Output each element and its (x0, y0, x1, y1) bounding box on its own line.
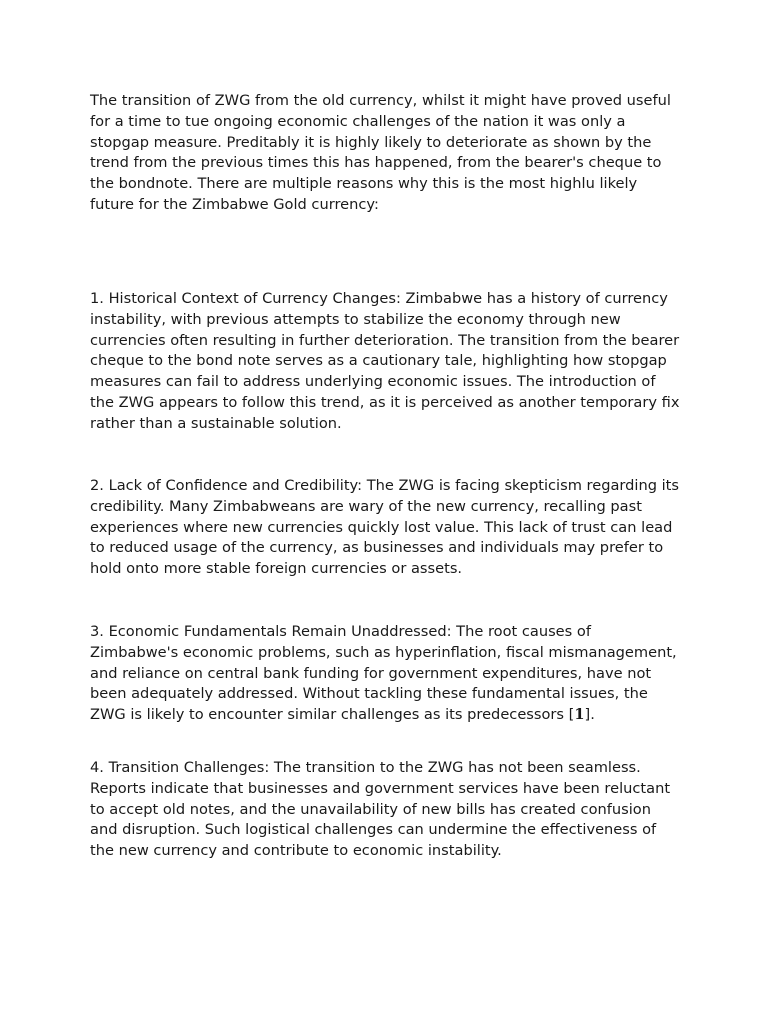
point-historical-context: 1. Historical Context of Currency Changes: Zimbabwe has a history of currency instability, with previous attempts to stabilize the economy through new currencies often resulting in further deterioration. The transition from the bearer cheque to the bond note serves as a cautionary tale, highlighting how stopgap measures can fail to address underlying economic issues. The introduction of the ZWG appears to follow this trend, as it is perceived as another temporary fix rather than a sustainable solution. (90, 290, 680, 432)
point-lack-of-confidence: 2. Lack of Confidence and Credibility: The ZWG is facing skepticism regarding its credibility. Many Zimbabweans are wary of the new currency, recalling past experiences where new currencies quickly lost value. This lack of trust can lead to reduced usage of the currency, as businesses and individuals may prefer to hold onto more stable foreign currencies or assets. (90, 477, 680, 578)
citation-closing-bracket: ]. (584, 706, 595, 724)
point-economic-fundamentals (90, 622, 680, 726)
citation-reference-link[interactable]: 1 (574, 706, 585, 724)
point-transition-challenges: 4. Transition Challenges: The transition to the ZWG has not been seamless. Reports indicate that businesses and government services have been reluctant to accept old notes, and the unavailability of new bills has created confusion and disruption. Such logistical challenges can undermine the effectiveness of the new currency and contribute to economic instability. (90, 759, 671, 860)
point-economic-fundamentals-text: 3. Economic Fundamentals Remain Unaddressed: The root causes of Zimbabwe's economic problems, such as hyperinflation, fiscal mismanagement, and reliance on central bank funding for government expenditures, have not been adequately addressed. Without tackling these fundamental issues, the ZWG is likely to encounter similar challenges as its predecessors [ (90, 623, 677, 724)
intro-paragraph: The transition of ZWG from the old currency, whilst it might have proved useful for a time to tue ongoing economic challenges of the nation it was only a stopgap measure. Preditably it is highly likely to deteriorate as shown by the trend from the previous times this has happened, from the bearer's cheque to the bondnote. There are multiple reasons why this is the most highlu likely future for the Zimbabwe Gold currency: (90, 92, 671, 213)
